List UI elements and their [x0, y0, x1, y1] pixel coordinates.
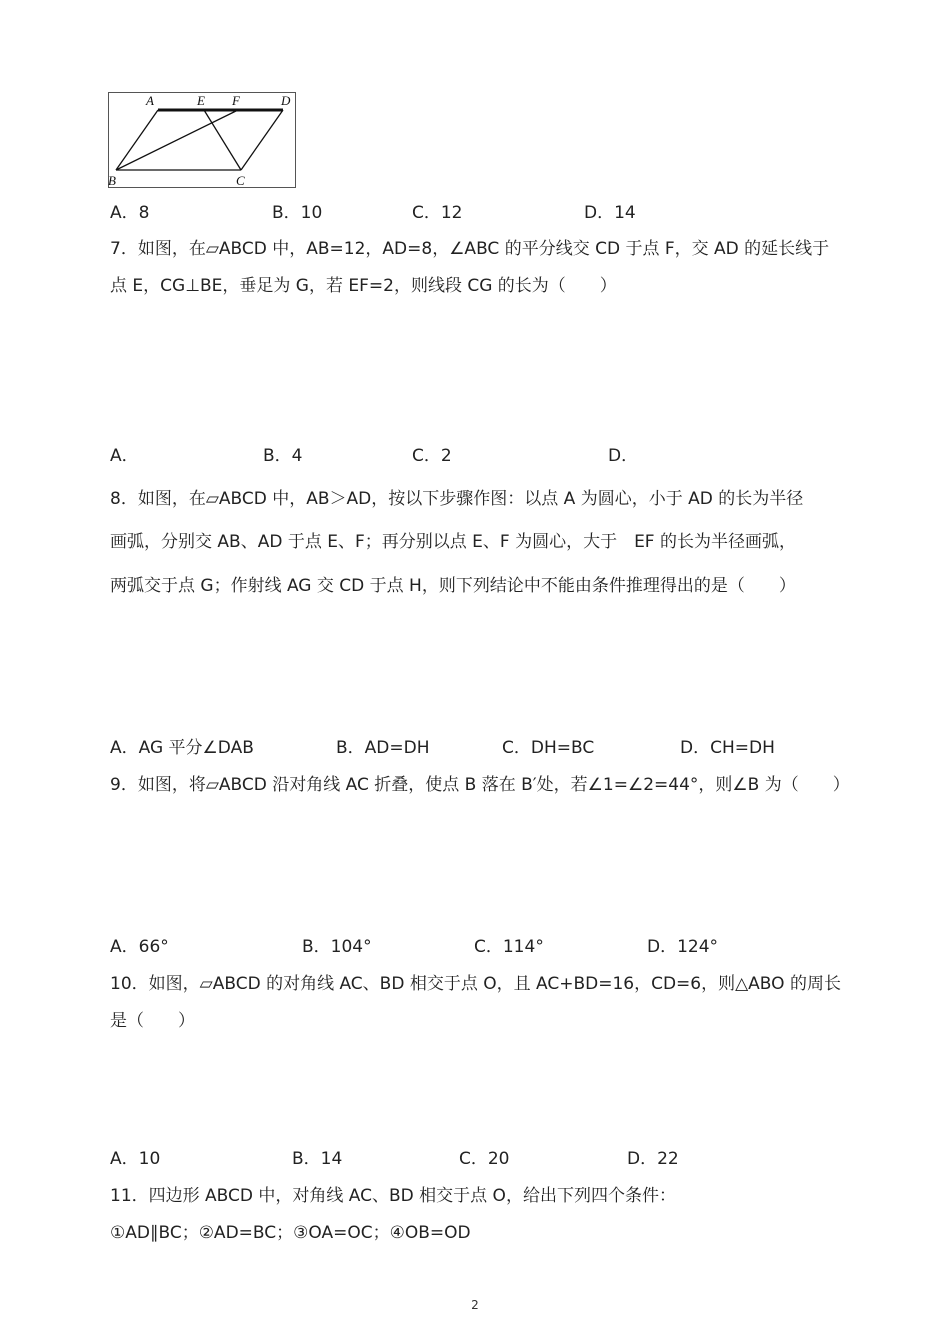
q8-option-a: A．AG 平分∠DAB [110, 738, 254, 758]
page-number: 2 [471, 1298, 479, 1312]
q6-option-a: A．8 [110, 203, 150, 223]
q7-option-d: D． [608, 446, 639, 466]
q6-option-c: C．12 [412, 203, 463, 223]
segment-bf [116, 110, 238, 170]
q7-option-c: C．2 [412, 446, 452, 466]
segment-ec [204, 110, 241, 170]
q6-option-d: D．14 [584, 203, 636, 223]
q8-option-b: B．AD=DH [336, 738, 430, 758]
q9-option-b: B．104° [302, 937, 372, 957]
q10-stem-line1: 10．如图，▱ABCD 的对角线 AC、BD 相交于点 O，且 AC+BD=16，CD=6，则△ABO 的周长 [110, 974, 841, 994]
q7-stem-line2: 点 E，CG⊥BE，垂足为 G，若 EF=2，则线段 CG 的长为（ ） [110, 276, 617, 296]
q8-stem-line3: 两弧交于点 G；作射线 AG 交 CD 于点 H，则下列结论中不能由条件推理得出的是（ ） [110, 576, 796, 596]
q10-option-a: A．10 [110, 1149, 161, 1169]
q10-option-c: C．20 [459, 1149, 510, 1169]
q7-option-a: A． [110, 446, 139, 466]
q6-option-b: B．10 [272, 203, 323, 223]
label-f: F [232, 93, 240, 108]
q11-conditions: ①AD∥BC；②AD=BC；③OA=OC；④OB=OD [110, 1223, 471, 1243]
q9-option-a: A．66° [110, 937, 169, 957]
q10-option-d: D．22 [627, 1149, 679, 1169]
label-a: A [146, 93, 154, 108]
q9-stem-line1: 9．如图，将▱ABCD 沿对角线 AC 折叠，使点 B 落在 B′处，若∠1=∠2=44°，则∠B 为（ ） [110, 775, 850, 795]
q7-stem-line1: 7．如图，在▱ABCD 中，AB=12，AD=8，∠ABC 的平分线交 CD 于点 F，交 AD 的延长线于 [110, 239, 830, 259]
q7-option-b: B．4 [263, 446, 303, 466]
q8-stem-line1: 8．如图，在▱ABCD 中，AB＞AD，按以下步骤作图：以点 A 为圆心，小于 AD 的长为半径 [110, 489, 804, 509]
label-e: E [197, 93, 205, 108]
q9-option-c: C．114° [474, 937, 544, 957]
q10-stem-line2: 是（ ） [110, 1011, 195, 1031]
segment-ab [116, 110, 158, 170]
label-c: C [236, 173, 245, 188]
q11-stem-line1: 11．四边形 ABCD 中，对角线 AC、BD 相交于点 O，给出下列四个条件： [110, 1186, 676, 1206]
q8-stem-line2: 画弧，分别交 AB、AD 于点 E、F；再分别以点 E、F 为圆心，大于 EF 的长为半径画弧， [110, 532, 796, 552]
q8-option-d: D．CH=DH [680, 738, 775, 758]
q8-option-c: C．DH=BC [502, 738, 595, 758]
parallelogram-figure [108, 92, 296, 188]
label-b: B [108, 173, 116, 188]
label-d: D [281, 93, 291, 108]
q10-option-b: B．14 [292, 1149, 343, 1169]
segment-cd [241, 110, 283, 170]
q9-option-d: D．124° [647, 937, 719, 957]
